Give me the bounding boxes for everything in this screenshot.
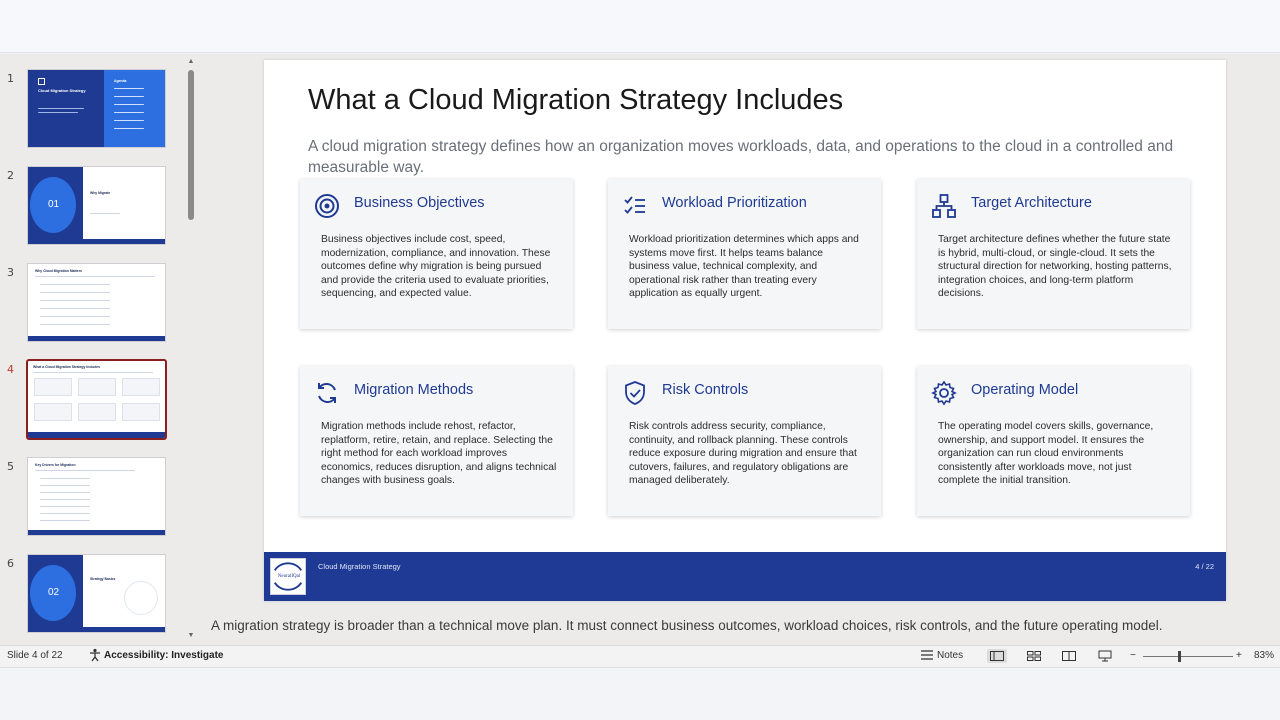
reading-view-icon[interactable] [1059,649,1079,663]
thumbnail-preview: Key Drivers for Migration [28,458,165,535]
slide-canvas[interactable] [264,60,1226,601]
thumbnail-preview: Cloud Migration Strategy Agenda [28,70,165,147]
zoom-slider-track[interactable] [1143,656,1233,657]
status-bar [0,645,1280,667]
card-title: Business Objectives [354,195,485,211]
scroll-up-arrow-icon[interactable]: ▲ [187,58,195,65]
thumbnail-number: 3 [7,266,14,279]
card-operating-model[interactable] [917,366,1190,516]
slide-thumbnail-3[interactable] [0,264,184,350]
scroll-down-arrow-icon[interactable]: ▼ [187,632,195,639]
card-body: Target architecture defines whether the future state is hybrid, multi-cloud, or single-cloud. It sets the structural direction for networking, hosting patterns, integration choices, and long-term platform decisions. [938,234,1172,300]
taskbar-area [0,667,1280,720]
thumbnail-number: 4 [7,363,14,376]
accessibility-status[interactable]: Accessibility: Investigate [104,650,224,661]
shield-icon [622,380,648,406]
card-body: The operating model covers skills, governance, ownership, and support model. It ensures the organization can run cloud environments consistently after workloads move, not just complete the initial transition. [938,421,1154,487]
thumbnail-preview: What a Cloud Migration Strategy Includes [26,359,167,440]
zoom-level[interactable]: 83% [1254,650,1275,661]
notes-icon[interactable] [920,649,934,664]
card-title: Operating Model [971,382,1079,398]
card-title: Risk Controls [662,382,749,398]
slide-thumbnail-pane[interactable] [0,54,200,645]
speaker-notes-text[interactable]: A migration strategy is broader than a technical move plan. It must connect business outcomes, workload choices, risk controls, and the future operating model. [211,618,1163,633]
slide-footer [264,552,1226,601]
card-title: Workload Prioritization [662,195,807,211]
zoom-in-button[interactable]: + [1236,650,1242,661]
scrollbar-thumb[interactable] [188,70,194,220]
card-body: Risk controls address security, compliance, continuity, and rollback planning. These controls reduce exposure during migration and ensure that cutovers, failures, and regulatory obligations are managed deliberately. [629,421,857,487]
slide-thumbnail-4[interactable] [0,361,184,447]
gear-icon [931,380,957,406]
company-logo: NeuralIQal [270,558,306,595]
speaker-notes-pane[interactable] [200,610,1280,645]
card-migration-methods[interactable] [300,366,573,516]
card-business-objectives[interactable] [300,179,573,329]
ribbon-area [0,0,1280,53]
slide-thumbnail-2[interactable] [0,167,184,253]
logo-icon [38,78,45,85]
card-risk-controls[interactable] [608,366,881,516]
slide-thumbnail-1[interactable] [0,70,184,156]
slide-subtitle[interactable]: A cloud migration strategy defines how an organization moves workloads, data, and operations to the cloud in a controlled and measurable way. [308,138,1174,176]
zoom-out-button[interactable]: − [1130,650,1136,661]
slide-sorter-icon[interactable] [1024,649,1044,663]
footer-page-number: 4 / 22 [1195,562,1214,571]
slide-thumbnail-6[interactable] [0,555,184,641]
accessibility-icon[interactable] [88,648,102,665]
hierarchy-icon [931,193,957,219]
zoom-slider-thumb[interactable] [1178,651,1181,662]
refresh-icon [314,380,340,406]
thumbnail-preview: 02 Strategy Basics [28,555,165,632]
card-workload-prioritization[interactable] [608,179,881,329]
thumbnail-number: 5 [7,460,14,473]
card-title: Migration Methods [354,382,474,398]
checklist-icon [622,193,648,219]
target-icon [314,193,340,219]
card-body: Workload prioritization determines which apps and systems move first. It helps teams balance business value, technical complexity, and operational risk rather than treating every application as equally urgent. [629,234,859,300]
slideshow-icon[interactable] [1095,649,1115,663]
normal-view-icon[interactable] [987,649,1007,663]
card-body: Migration methods include rehost, refactor, replatform, retire, retain, and replace. Selecting the right method for each workload improves economics, reduces disruption, and aligns technical changes with business goals. [321,421,557,487]
thumbnail-number: 1 [7,72,14,85]
slide-title[interactable]: What a Cloud Migration Strategy Includes [308,84,844,116]
slide-counter: Slide 4 of 22 [7,650,63,661]
card-body: Business objectives include cost, speed, modernization, compliance, and innovation. These outcomes define why migration is being pursued and provide the criteria used to evaluate priorities, sequencing, and expected value. [321,234,551,300]
thumbnail-scrollbar[interactable] [186,58,196,643]
card-title: Target Architecture [971,195,1092,211]
thumbnail-number: 2 [7,169,14,182]
notes-button[interactable]: Notes [937,650,964,661]
thumbnail-preview: 01 Why Migrate [28,167,165,244]
card-target-architecture[interactable] [917,179,1190,329]
thumbnail-preview: Why Cloud Migration Matters [28,264,165,341]
thumbnail-number: 6 [7,557,14,570]
slide-thumbnail-5[interactable] [0,458,184,544]
footer-title: Cloud Migration Strategy [318,562,401,571]
